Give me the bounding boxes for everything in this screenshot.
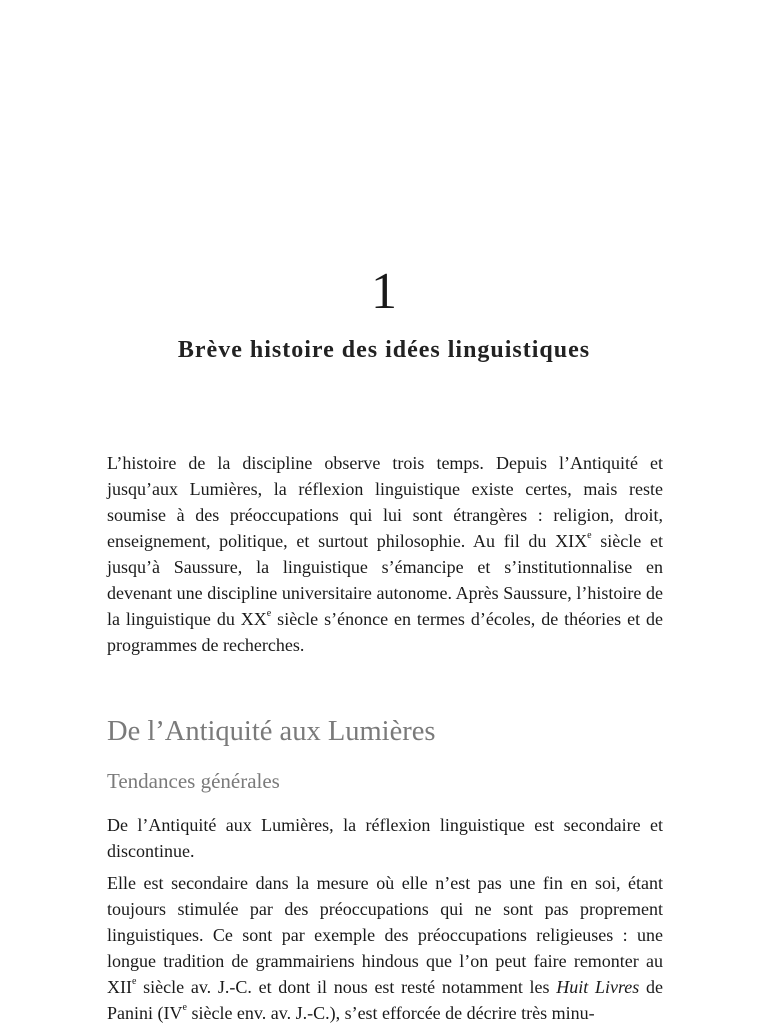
intro-text-1: L’histoire de la discipline observe trois temps. Depuis l’Antiquité et jusqu’aux Lumières, la réflexion linguistique existe certes, mais reste soumise à des préoccupations qui lui sont étrangères : religion, droit, enseignement, politique, et surtout philosophie. Au fil du XIX bbox=[107, 453, 663, 551]
para2-sup-2: e bbox=[182, 1002, 187, 1013]
para2-text-1: Elle est secondaire dans la mesure où elle n’est pas une fin en soi, étant toujours stimulée par des préoccupations qui ne sont pas proprement linguistiques. Ce sont par exemple des préoccupations religieuses : une longue tradition de grammairiens hindous que l’on peut faire remonter au XII bbox=[107, 873, 663, 997]
intro-sup-2: e bbox=[266, 608, 272, 619]
subsection-heading: Tendances générales bbox=[107, 769, 280, 793]
chapter-title: Brève histoire des idées linguistiques bbox=[177, 337, 591, 363]
body-paragraph-2 bbox=[107, 870, 663, 1026]
intro-sup-1: e bbox=[587, 530, 592, 541]
para2-text-3: de Panini (IV bbox=[107, 977, 663, 1023]
para2-text-4: siècle env. av. J.-C.), s’est efforcée de décrire très minu- bbox=[186, 1003, 595, 1023]
body-paragraph-1 bbox=[107, 812, 663, 864]
section-heading: De l’Antiquité aux Lumières bbox=[107, 716, 436, 747]
chapter-number: 1 bbox=[371, 263, 397, 320]
book-title-huit-livres: Huit Livres bbox=[556, 977, 640, 997]
intro-text-3: siècle s’énonce en termes d’écoles, de théories et de programmes de recherches. bbox=[107, 609, 663, 655]
intro-paragraph bbox=[107, 450, 663, 658]
intro-text-2: siècle et jusqu’à Saussure, la linguistique s’émancipe et s’institutionnalise en devenant une discipline universitaire autonome. Après Saussure, l’histoire de la linguistique du XX bbox=[107, 531, 663, 629]
para2-sup-1: e bbox=[132, 976, 137, 987]
body-paragraph-1-text: De l’Antiquité aux Lumières, la réflexion linguistique est secondaire et discontinue. bbox=[107, 815, 663, 861]
para2-text-2: siècle av. J.-C. et dont il nous est resté notamment les bbox=[136, 977, 557, 997]
